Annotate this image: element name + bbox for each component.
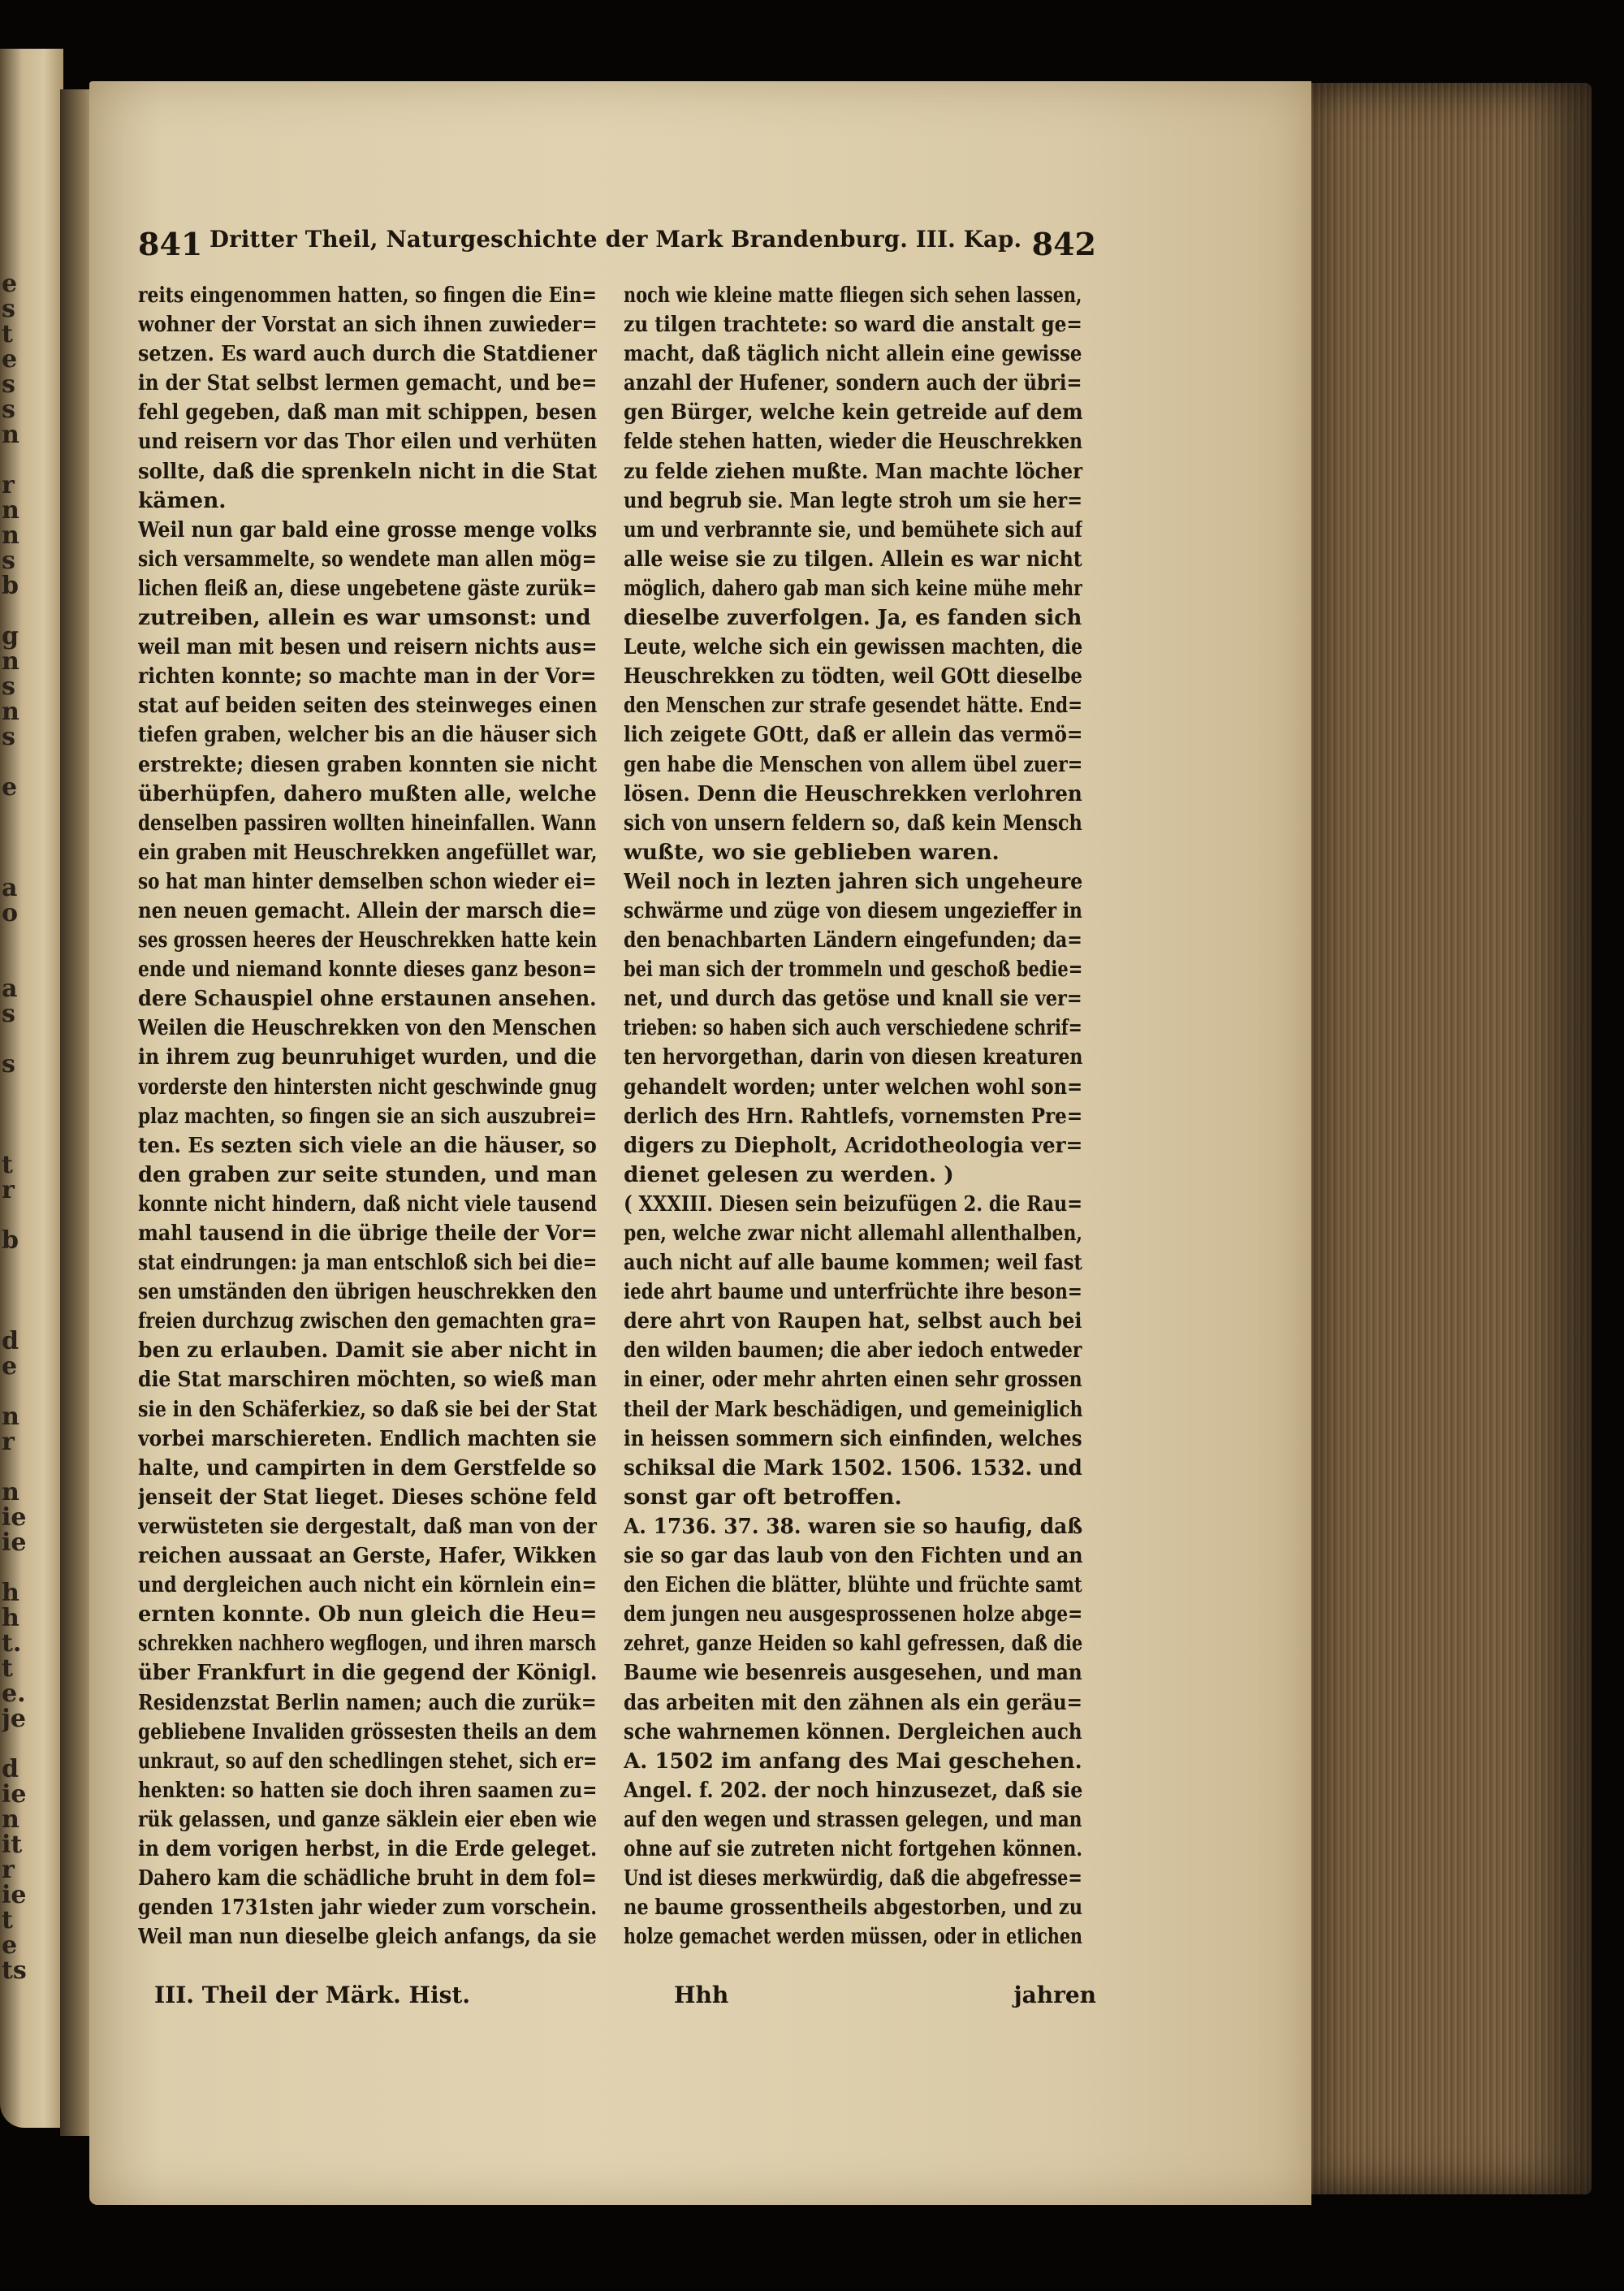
margin-fragment: n (2, 1805, 19, 1834)
margin-fragment: n (2, 1403, 19, 1431)
margin-fragment: s (2, 1050, 15, 1078)
margin-fragment (2, 1300, 34, 1325)
text-line: überhüpfen, dahero mußten alle, welche (138, 780, 597, 806)
margin-fragment: e (2, 270, 18, 298)
text-line: pen, welche zwar nicht allemahl allenthalben, (624, 1221, 1083, 1246)
margin-fragment: e (2, 1931, 18, 1960)
text-line: zehret, ganze Heiden so kahl gefressen, daß die (624, 1631, 1083, 1657)
margin-fragment: r (2, 1176, 15, 1204)
text-line: mahl tausend in die übrige theile der Vor= (138, 1221, 598, 1246)
margin-fragment: r (2, 1428, 15, 1456)
text-line: erstrekte; diesen graben konnten sie nicht (138, 751, 598, 777)
text-line: sen umständen den übrigen heuschrekken den (138, 1279, 598, 1305)
text-line: dieselbe zuverfolgen. Ja, es fanden sich (624, 605, 1082, 631)
margin-fragment: n (2, 698, 19, 726)
text-line: sonst gar oft betroffen. (624, 1484, 902, 1510)
text-line: derlich des Hrn. Rahtlefs, vornemsten Pre= (624, 1103, 1082, 1129)
text-line: ende und niemand konnte dieses ganz beson= (138, 957, 597, 983)
text-line: sie so gar das laub von den Fichten und an (624, 1543, 1083, 1569)
text-line: lösen. Denn die Heuschrekken verlohren (624, 780, 1082, 806)
text-line: nen neuen gemacht. Allein der marsch die= (138, 897, 597, 923)
text-line: in dem vorigen herbst, in die Erde geleget. (138, 1835, 598, 1861)
margin-fragment: r (2, 1856, 15, 1884)
margin-fragment: t (2, 1654, 13, 1683)
text-line: wußte, wo sie geblieben waren. (624, 839, 1000, 865)
text-line: Leute, welche sich ein gewissen machten, die (624, 634, 1083, 660)
text-line: den Menschen zur strafe gesendet hätte. End= (624, 693, 1083, 719)
text-line: theil der Mark beschädigen, und gemeiniglich (624, 1396, 1083, 1422)
text-line: sollte, daß die sprenkeln nicht in die Stat (138, 458, 598, 484)
text-line: ses grossen heeres der Heuschrekken hatte kein (138, 927, 598, 953)
text-line: und reisern vor das Thor eilen und verhüten (138, 429, 597, 455)
text-line: lichen fleiß an, diese ungebetene gäste zurük= (138, 575, 597, 601)
text-line: den Eichen die blätter, blühte und früchte samt (624, 1572, 1082, 1598)
text-line: konnte nicht hindern, daß nicht viele tausend (138, 1191, 598, 1217)
margin-fragment: s (2, 723, 15, 751)
signature-line: III. Theil der Märk. Hist. (154, 1982, 471, 2008)
margin-fragment: t. (2, 1629, 22, 1658)
margin-fragment: s (2, 370, 15, 399)
text-line: dienet gelesen zu werden. ) (624, 1161, 954, 1187)
text-line: um und verbrannte sie, und bemühete sich auf (624, 517, 1082, 542)
text-line: auch nicht auf alle baume kommen; weil fast (624, 1250, 1082, 1276)
text-line: henkten: so hatten sie doch ihren saamen zu= (138, 1777, 598, 1803)
text-line: vorbei marschiereten. Endlich machten sie (138, 1425, 597, 1451)
margin-fragment (2, 822, 34, 847)
text-line: das arbeiten mit den zähnen als ein geräu= (624, 1689, 1083, 1715)
margin-fragment: ie (2, 1503, 27, 1532)
text-line: auf den wegen und strassen gelegen, und man (624, 1806, 1082, 1832)
text-line: net, und durch das getöse und knall sie ver= (624, 986, 1082, 1012)
text-line: dere Schauspiel ohne erstaunen ansehen. (138, 986, 597, 1012)
margin-fragment (2, 1099, 34, 1124)
text-line: gebliebene Invaliden grössesten theils an dem (138, 1718, 597, 1744)
text-line: bei man sich der trommeln und geschoß bedie= (624, 957, 1083, 983)
text-line: zu tilgen trachtete: so ward die anstalt ge= (624, 312, 1082, 338)
page-footer (138, 1982, 1096, 2014)
margin-fragment: h (2, 1579, 19, 1607)
text-line: zu felde ziehen mußte. Man machte löcher (624, 458, 1083, 484)
text-line: den wilden baumen; die aber iedoch entweder (624, 1338, 1082, 1364)
text-line: Weil noch in lezten jahren sich ungeheure (624, 868, 1083, 894)
text-line: tiefen graben, welcher bis an die häuser sich (138, 722, 598, 748)
text-line: in ihrem zug beunruhiget wurden, und die (138, 1044, 597, 1070)
page-header (138, 226, 1096, 271)
sheet-mark: Hhh (674, 1982, 729, 2008)
margin-fragment: it (2, 1831, 23, 1859)
text-line: rük gelassen, und ganze säklein eier eben wie (138, 1806, 598, 1832)
margin-fragment: ts (2, 1956, 27, 1985)
margin-fragment: n (2, 1478, 19, 1506)
text-line: in einer, oder mehr ahrten einen sehr grossen (624, 1367, 1082, 1393)
margin-fragment: s (2, 547, 15, 575)
margin-fragment: r (2, 471, 15, 499)
text-line: halte, und campirten in dem Gerstfelde so (138, 1455, 597, 1481)
left-margin-text (2, 268, 34, 2055)
text-line: vorderste den hintersten nicht geschwinde gnug (138, 1074, 598, 1100)
text-line: trieben: so haben sich auch verschiedene schrif= (624, 1015, 1082, 1041)
text-line: sche wahrnemen können. Dergleichen auch (624, 1718, 1082, 1744)
left-page-edge (0, 49, 63, 2128)
text-line: richten konnte; so machte man in der Vor= (138, 664, 597, 689)
text-line: stat eindrungen: ja man entschloß sich bei die= (138, 1250, 598, 1276)
margin-fragment (2, 847, 34, 872)
text-line: schiksal die Mark 1502. 1506. 1532. und (624, 1455, 1082, 1481)
text-line: macht, daß täglich nicht allein eine gewisse (624, 341, 1082, 367)
text-line: in der Stat selbst lermen gemacht, und be= (138, 370, 598, 396)
text-line: ten. Es sezten sich viele an die häuser, so (138, 1132, 597, 1158)
margin-fragment: e (2, 345, 18, 374)
text-line: schwärme und züge von diesem ungezieffer in (624, 897, 1082, 923)
text-line: freien durchzug zwischen den gemachten gra= (138, 1308, 598, 1334)
text-line: setzen. Es ward auch durch die Statdiener (138, 341, 597, 367)
margin-fragment: n (2, 421, 19, 449)
margin-fragment: ie (2, 1780, 27, 1809)
margin-fragment: t (2, 320, 13, 348)
catchword: jahren (1013, 1982, 1096, 2008)
text-line: plaz machten, so fingen sie an sich auszubrei= (138, 1103, 597, 1129)
margin-fragment: je (2, 1705, 26, 1733)
text-line: jenseit der Stat lieget. Dieses schöne feld (138, 1484, 597, 1510)
text-line: den benachbarten Ländern eingefunden; da= (624, 927, 1082, 953)
text-line: unkraut, so auf den schedlingen stehet, sich er= (138, 1748, 598, 1774)
text-column-right (624, 281, 1082, 2027)
text-line: A. 1502 im anfang des Mai geschehen. (624, 1748, 1082, 1774)
margin-fragment: t (2, 1151, 13, 1179)
text-line: Weilen die Heuschrekken von den Menschen (138, 1015, 597, 1041)
text-line: sich von unsern feldern so, daß kein Mensch (624, 810, 1082, 836)
margin-fragment: s (2, 672, 15, 701)
margin-fragment: e (2, 1352, 18, 1381)
margin-fragment (2, 948, 34, 973)
margin-fragment: g (2, 622, 19, 651)
margin-fragment: s (2, 1000, 15, 1028)
text-line: A. 1736. 37. 38. waren sie so haufig, daß (624, 1513, 1082, 1539)
margin-fragment: b (2, 1226, 19, 1255)
text-line: stat auf beiden seiten des steinweges einen (138, 693, 598, 719)
margin-fragment: a (2, 975, 18, 1003)
text-line: digers zu Diepholt, Acridotheologia ver= (624, 1132, 1083, 1158)
margin-fragment: d (2, 1755, 19, 1783)
margin-fragment: t (2, 1906, 13, 1934)
margin-fragment: s (2, 295, 15, 323)
running-title: Dritter Theil, Naturgeschichte der Mark Brandenburg. III. Kap. (209, 226, 1022, 253)
text-line: ( XXXIII. Diesen sein beizufügen 2. die Rau= (624, 1191, 1083, 1217)
margin-fragment: b (2, 572, 19, 600)
page-number-left: 841 (138, 226, 203, 262)
margin-fragment (2, 1124, 34, 1149)
page-block-edge (1298, 83, 1592, 2194)
text-line: Dahero kam die schädliche bruht in dem fol= (138, 1865, 597, 1891)
text-line: reichen aussaat an Gerste, Hafer, Wikken (138, 1543, 597, 1569)
text-line: zutreiben, allein es war umsonst: und (138, 605, 591, 631)
margin-fragment: ie (2, 1528, 27, 1557)
text-line: dem jungen neu ausgesprossenen holze abge= (624, 1602, 1083, 1627)
text-line: genden 1731sten jahr wieder zum vorschein. (138, 1895, 598, 1921)
margin-fragment: o (2, 899, 19, 927)
text-line: iede ahrt baume und unterfrüchte ihre beson= (624, 1279, 1082, 1305)
margin-fragment: e. (2, 1679, 26, 1708)
margin-fragment: n (2, 647, 19, 676)
text-line: Baume wie besenreis ausgesehen, und man (624, 1660, 1082, 1686)
text-line: ten hervorgethan, darin von diesen kreaturen (624, 1044, 1083, 1070)
text-line: gen Bürger, welche kein getreide auf dem (624, 400, 1083, 426)
text-line: dere ahrt von Raupen hat, selbst auch bei (624, 1308, 1082, 1334)
margin-fragment: e (2, 773, 18, 802)
text-line: fehl gegeben, daß man mit schippen, besen (138, 400, 597, 426)
text-line: und dergleichen auch nicht ein körnlein ein= (138, 1572, 597, 1598)
text-line: kämen. (138, 487, 227, 513)
text-line: alle weise sie zu tilgen. Allein es war nicht (624, 546, 1082, 572)
text-line: noch wie kleine matte fliegen sich sehen lassen, (624, 283, 1082, 308)
page-number-right: 842 (1031, 226, 1096, 262)
text-line: möglich, dahero gab man sich keine mühe mehr (624, 575, 1082, 601)
margin-fragment: s (2, 396, 15, 424)
margin-fragment: h (2, 1604, 19, 1632)
text-line: Und ist dieses merkwürdig, daß die abgefresse= (624, 1865, 1082, 1891)
text-line: ein graben mit Heuschrekken angefüllet war, (138, 839, 598, 865)
text-line: schrekken nachhero wegflogen, und ihren marsch (138, 1631, 597, 1657)
text-line: Residenzstat Berlin namen; auch die zurük= (138, 1689, 597, 1715)
text-line: wohner der Vorstat an sich ihnen zuwieder= (138, 312, 598, 338)
text-line: in heissen sommern sich einfinden, welches (624, 1425, 1082, 1451)
text-line: sie in den Schäferkiez, so daß sie bei der Stat (138, 1396, 597, 1422)
text-line: ben zu erlauben. Damit sie aber nicht in (138, 1338, 597, 1364)
text-line: denselben passiren wollten hineinfallen. Wann (138, 810, 597, 836)
margin-fragment: n (2, 496, 19, 525)
text-line: gen habe die Menschen von allem übel zuer= (624, 751, 1083, 777)
text-line: und begrub sie. Man legte stroh um sie her= (624, 487, 1082, 513)
text-column-left (138, 281, 597, 2027)
text-line: anzahl der Hufener, sondern auch der übri= (624, 370, 1082, 396)
text-line: die Stat marschiren möchten, so wieß man (138, 1367, 597, 1393)
margin-fragment: d (2, 1327, 19, 1355)
text-line: felde stehen hatten, wieder die Heuschrekken (624, 429, 1082, 455)
text-line: ohne auf sie zutreten nicht fortgehen können. (624, 1835, 1082, 1861)
text-line: so hat man hinter demselben schon wieder ei= (138, 868, 597, 894)
text-line: über Frankfurt in die gegend der Königl. (138, 1660, 598, 1686)
text-line: Heuschrekken zu tödten, weil GOtt dieselbe (624, 664, 1082, 689)
text-line: Weil man nun dieselbe gleich anfangs, da sie (138, 1924, 597, 1950)
margin-fragment: n (2, 521, 19, 550)
text-line: Weil nun gar bald eine grosse menge volks (138, 517, 597, 542)
text-line: ernten konnte. Ob nun gleich die Heu= (138, 1602, 597, 1627)
text-line: verwüsteten sie dergestalt, daß man von der (138, 1513, 598, 1539)
margin-fragment: ie (2, 1881, 27, 1909)
margin-fragment: a (2, 874, 18, 902)
margin-fragment (2, 1275, 34, 1300)
text-line: lich zeigete GOtt, daß er allein das vermö= (624, 722, 1083, 748)
text-line: reits eingenommen hatten, so fingen die Ein= (138, 283, 597, 308)
text-line: sich versammelte, so wendete man allen mög= (138, 546, 597, 572)
text-line: holze gemachet werden müssen, oder in etlichen (624, 1924, 1082, 1950)
text-line: ne baume grossentheils abgestorben, und zu (624, 1895, 1083, 1921)
text-line: Angel. f. 202. der noch hinzusezet, daß sie (624, 1777, 1083, 1803)
text-line: den graben zur seite stunden, und man (138, 1161, 598, 1187)
text-line: gehandelt worden; unter welchen wohl son= (624, 1074, 1083, 1100)
text-line: weil man mit besen und reisern nichts aus= (138, 634, 598, 660)
